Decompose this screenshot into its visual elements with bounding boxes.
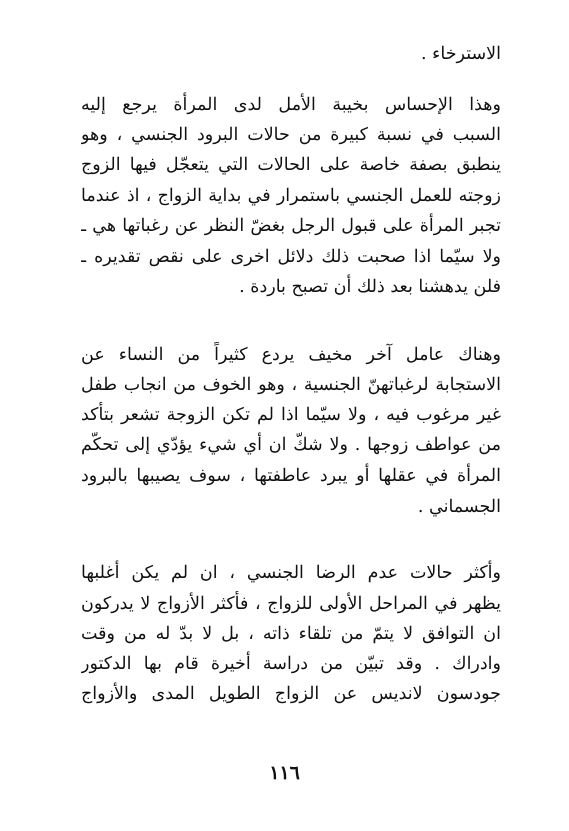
text-line: الاسترخاء . bbox=[421, 44, 501, 64]
text-line: الجسماني . bbox=[417, 497, 501, 517]
text-line: وادراك . وقد تبيّن من دراسة أخيرة قام بها الدكتور bbox=[81, 654, 501, 674]
text-line: تجبر المرأة على قبول الرجل بغضّ النظر عن رغباتها هي ـ bbox=[81, 216, 501, 236]
page-number: ١١٦ bbox=[269, 762, 300, 784]
text-line: فلن يدهشنا بعد ذلك أن تصبح باردة . bbox=[239, 277, 501, 297]
text-line: ان التوافق لا يتمّ من تلقاء ذاته ، بل لا بدّ له من وقت bbox=[81, 624, 501, 644]
text-line: السبب في نسبة كبيرة من حالات البرود الجنسي ، وهو bbox=[81, 125, 501, 145]
text-line: وأكثر حالات عدم الرضا الجنسي ، ان لم يكن أغلبها bbox=[81, 563, 501, 583]
text-line: وهذا الإحساس بخيبة الأمل لدى المرأة يرجع إليه bbox=[81, 95, 501, 115]
text-line: ولا سيّما اذا صحبت ذلك دلائل اخرى على نقص تقديره ـ bbox=[81, 247, 501, 267]
text-line: ينطبق بصفة خاصة على الحالات التي يتعجّل فيها الزوج bbox=[81, 155, 501, 175]
text-line: المرأة في عقلها أو يبرد عاطفتها ، سوف يصيبها بالبرود bbox=[81, 466, 501, 486]
text-line: يظهر في المراحل الأولى للزواج ، فأكثر الأزواج لا يدركون bbox=[81, 594, 501, 614]
text-line: جودسون لانديس عن الزواج الطويل المدى والأزواج bbox=[81, 684, 501, 704]
text-line: غير مرغوب فيه ، ولا سيّما اذا لم تكن الزوجة تشعر بتأكد bbox=[81, 405, 501, 425]
text-line: من عواطف زوجها . ولا شكّ ان أي شيء يؤدّي إلى تحكّم bbox=[81, 435, 501, 455]
text-line: وهناك عامل آخر مخيف يردع كثيراً من النساء عن bbox=[81, 345, 501, 365]
text-line: زوجته للعمل الجنسي باستمرار في بداية الزواج ، اذ عندما bbox=[81, 186, 501, 206]
text-line: الاستجابة لرغباتهنّ الجنسية ، وهو الخوف من انجاب طفل bbox=[81, 375, 501, 395]
